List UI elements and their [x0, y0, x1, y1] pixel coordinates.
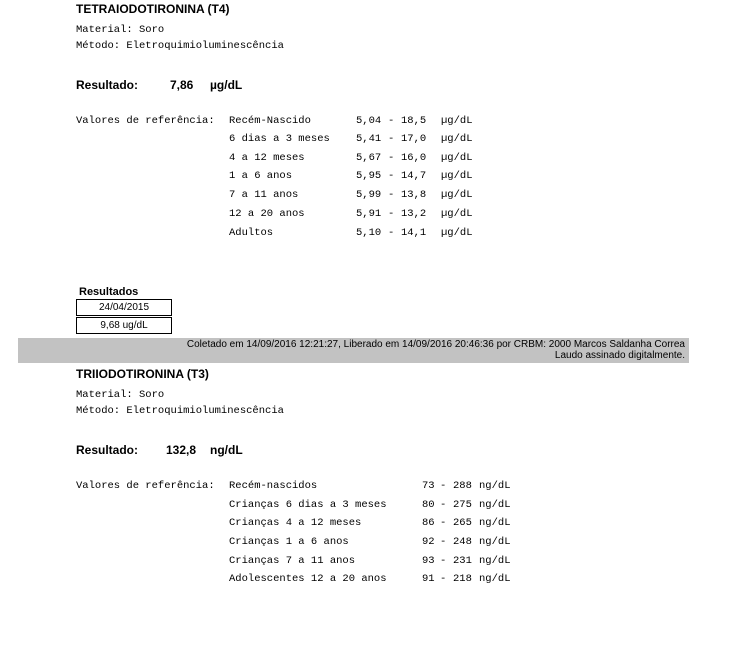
ref-sep: -: [440, 517, 447, 529]
ref-unit: ng/dL: [479, 555, 511, 567]
ref-unit: ng/dL: [479, 499, 511, 511]
ref-high: 13,2: [401, 208, 427, 220]
ref-high: 231: [453, 555, 472, 567]
ref-low: 5,41: [356, 133, 382, 145]
ref-sep: -: [388, 115, 395, 127]
ref-high: 265: [453, 517, 472, 529]
ref-sep: -: [388, 133, 395, 145]
ref-sep: -: [440, 555, 447, 567]
ref-unit: ng/dL: [479, 536, 511, 548]
ref-sep: -: [388, 152, 395, 164]
ref-unit: µg/dL: [441, 189, 473, 201]
ref-low: 93: [422, 555, 435, 567]
ref-low: 92: [422, 536, 435, 548]
ref-unit: µg/dL: [441, 170, 473, 182]
t4-title: TETRAIODOTIRONINA (T4): [76, 2, 230, 16]
ref-sep: -: [440, 499, 447, 511]
ref-high: 218: [453, 573, 472, 585]
t3-method: Método: Eletroquimioluminescência: [76, 405, 284, 417]
ref-group: Crianças 4 a 12 meses: [229, 517, 362, 529]
ref-low: 5,67: [356, 152, 382, 164]
history-value-cell: 9,68 ug/dL: [76, 317, 172, 334]
ref-low: 73: [422, 480, 435, 492]
t4-result-value: 7,86: [170, 78, 194, 92]
ref-high: 14,1: [401, 227, 427, 239]
ref-sep: -: [440, 573, 447, 585]
ref-unit: µg/dL: [441, 115, 473, 127]
ref-low: 5,10: [356, 227, 382, 239]
ref-unit: ng/dL: [479, 517, 511, 529]
t3-title: TRIIODOTIRONINA (T3): [76, 367, 209, 381]
ref-low: 5,95: [356, 170, 382, 182]
ref-sep: -: [388, 208, 395, 220]
ref-sep: -: [440, 480, 447, 492]
ref-group: Adolescentes 12 a 20 anos: [229, 573, 387, 585]
ref-group: Crianças 1 a 6 anos: [229, 536, 349, 548]
history-date-cell: 24/04/2015: [76, 299, 172, 316]
ref-high: 13,8: [401, 189, 427, 201]
ref-group: 4 a 12 meses: [229, 152, 305, 164]
ref-group: Recém-Nascido: [229, 115, 311, 127]
ref-unit: ng/dL: [479, 573, 511, 585]
history-title: Resultados: [79, 286, 139, 298]
t4-material: Material: Soro: [76, 24, 165, 36]
ref-low: 86: [422, 517, 435, 529]
ref-sep: -: [440, 536, 447, 548]
t4-ref-label: Valores de referência:: [76, 115, 215, 127]
ref-group: Crianças 6 dias a 3 meses: [229, 499, 387, 511]
ref-high: 17,0: [401, 133, 427, 145]
ref-sep: -: [388, 170, 395, 182]
ref-group: Recém-nascidos: [229, 480, 318, 492]
ref-unit: ng/dL: [479, 480, 511, 492]
ref-sep: -: [388, 189, 395, 201]
ref-low: 5,91: [356, 208, 382, 220]
ref-high: 16,0: [401, 152, 427, 164]
t4-result-label: Resultado:: [76, 78, 139, 92]
ref-group: 7 a 11 anos: [229, 189, 299, 201]
t3-material: Material: Soro: [76, 389, 165, 401]
ref-unit: µg/dL: [441, 152, 473, 164]
ref-high: 18,5: [401, 115, 427, 127]
t3-result-value: 132,8: [166, 443, 197, 457]
ref-low: 5,04: [356, 115, 382, 127]
t4-method: Método: Eletroquimioluminescência: [76, 40, 284, 52]
ref-unit: µg/dL: [441, 208, 473, 220]
ref-high: 288: [453, 480, 472, 492]
ref-unit: µg/dL: [441, 227, 473, 239]
signature-band: [18, 338, 689, 363]
ref-low: 91: [422, 573, 435, 585]
ref-low: 5,99: [356, 189, 382, 201]
ref-high: 248: [453, 536, 472, 548]
t4-result-unit: µg/dL: [210, 78, 243, 92]
ref-unit: µg/dL: [441, 133, 473, 145]
ref-group: 6 dias a 3 meses: [229, 133, 330, 145]
ref-group: 1 a 6 anos: [229, 170, 293, 182]
ref-high: 275: [453, 499, 472, 511]
ref-high: 14,7: [401, 170, 427, 182]
ref-group: 12 a 20 anos: [229, 208, 305, 220]
ref-low: 80: [422, 499, 435, 511]
ref-sep: -: [388, 227, 395, 239]
digital-signature-note: Laudo assinado digitalmente.: [554, 350, 685, 361]
t3-ref-row: [0, 573, 511, 657]
t3-result-label: Resultado:: [76, 443, 139, 457]
t3-result-unit: ng/dL: [210, 443, 243, 457]
ref-group: Crianças 7 a 11 anos: [229, 555, 356, 567]
t3-ref-label: Valores de referência:: [76, 480, 215, 492]
collection-info: Coletado em 14/09/2016 12:21:27, Liberado em 14/09/2016 20:46:36 por CRBM: 2000 Marcos Saldanha Correa: [186, 339, 685, 350]
ref-group: Adultos: [229, 227, 274, 239]
